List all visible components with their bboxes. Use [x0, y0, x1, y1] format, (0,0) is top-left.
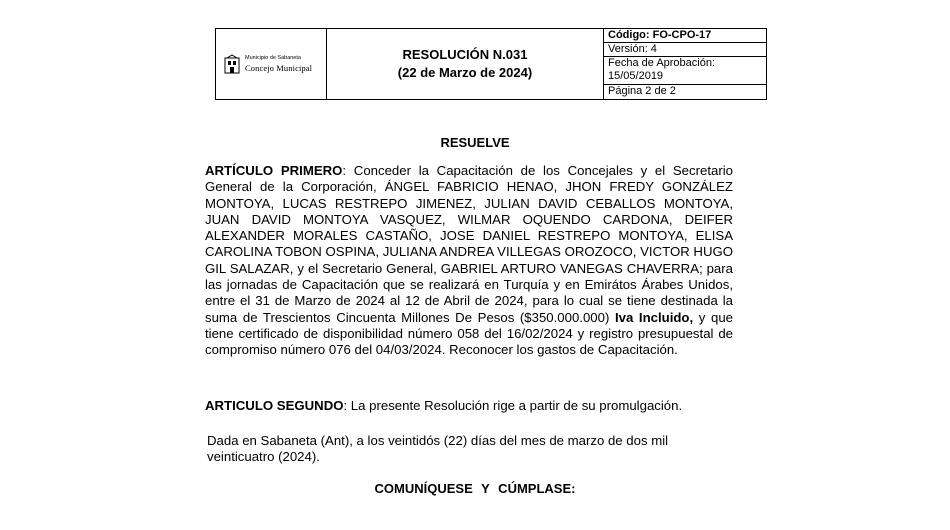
article-segundo	[205, 398, 733, 414]
meta-approval-date: 15/05/2019	[608, 70, 664, 82]
municipal-emblem-icon	[224, 54, 240, 74]
document-header	[215, 28, 767, 100]
logo-cell	[216, 29, 327, 99]
article-primero-text-b: y que tiene certificado de disponibilidad número 058 del 16/02/2024 y registro presupuestal de compromiso número 076 del 04/03/2024. Reconocer los gastos de Capacitación.	[205, 309, 733, 358]
article-primero-heading: ARTÍCULO PRIMERO	[205, 163, 343, 178]
closing-line: COMUNÍQUESE Y CÚMPLASE:	[374, 481, 576, 496]
resolution-title: RESOLUCIÓN N.031	[402, 47, 528, 62]
resuelve-heading: RESUELVE	[440, 135, 510, 150]
meta-cell	[604, 29, 766, 99]
meta-approval-label: Fecha de Aprobación:	[608, 57, 716, 69]
dada-paragraph: Dada en Sabaneta (Ant), a los veintidós (22) días del mes de marzo de dos mil veinticuatro (2024).	[207, 433, 669, 465]
logo-council: Concejo Municipal	[245, 62, 313, 73]
meta-approval	[604, 57, 766, 85]
article-segundo-text: : La presente Resolución rige a partir de su promulgación.	[343, 398, 683, 413]
meta-code: Código: FO-CPO-17	[604, 29, 766, 43]
resolution-date: (22 de Marzo de 2024)	[397, 65, 533, 80]
logo-text	[245, 56, 312, 72]
article-primero-text-a: : Conceder la Capacitación de los Concejales y el Secretario General de la Corporación, ÁNGEL FABRICIO HENAO, JHON FREDY GONZÁLEZ MONTOYA, LUCAS RESTREPO JIMENEZ, JULIAN DAVID CEBALLOS MONTOYA, JUAN DAVID MONTOYA VASQUEZ, WILMAR OQUENDO CARDONA, DEIFER ALEXANDER MORALES CASTAÑO, JOSE DANIEL RESTREPO MONTOYA, ELISA CAROLINA TOBON OSPINA, JULIANA ANDREA VILLEGAS OROZOCO, VICTOR HUGO GIL SALAZAR, y el Secretario General, GABRIEL ARTURO VANEGAS CHAVERRA; para las jornadas de Capacitación que se realizará en Turquía y en Emirátos Árabes Unidos, entre el 31 de Marzo de 2024 al 12 de Abril de 2024, para lo cual se tiene destinada la suma de Trescientos Cincuenta Millones De Pesos ($350.000.000)	[205, 163, 733, 325]
logo-municipality: Municipio de Sabaneta	[245, 55, 301, 61]
article-primero-bold: Iva Incluido,	[614, 309, 694, 325]
title-cell	[327, 29, 604, 99]
meta-version: Versión: 4	[604, 43, 766, 57]
article-primero	[205, 163, 733, 359]
meta-page: Página 2 de 2	[608, 85, 676, 97]
article-segundo-heading: ARTICULO SEGUNDO	[205, 398, 344, 413]
